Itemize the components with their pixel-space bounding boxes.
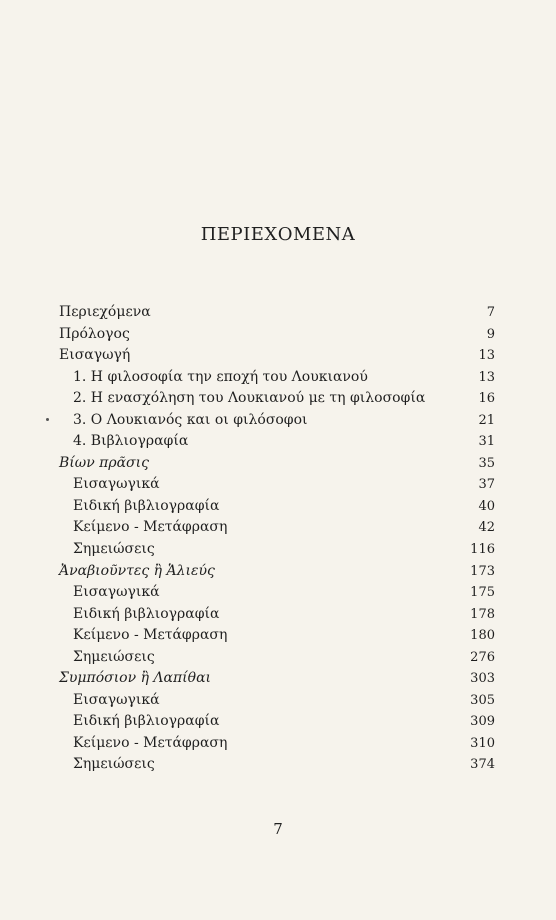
toc-entry <box>59 582 495 604</box>
toc-entry-title: 4. Βιβλιογραφία <box>73 433 189 450</box>
toc-entry-title: Ειδική βιβλιογραφία <box>73 605 220 622</box>
toc-entry <box>59 733 495 755</box>
toc-entry-page: 37 <box>478 477 495 493</box>
toc-entry <box>59 625 495 647</box>
toc-entry-page: 31 <box>478 434 495 450</box>
page-title: ΠΕΡΙΕΧΟΜΕΝΑ <box>200 224 356 245</box>
toc-entry <box>59 754 495 776</box>
toc-entry-page: 180 <box>470 628 495 644</box>
toc-entry-page: 42 <box>478 520 495 536</box>
toc-entry-page: 13 <box>478 348 495 364</box>
toc-entry-title: Συμπόσιον ἢ Λαπίθαι <box>59 670 212 687</box>
toc-entry-page: 116 <box>470 542 495 558</box>
toc-entry <box>59 410 495 432</box>
table-of-contents <box>59 302 495 776</box>
toc-entry <box>59 690 495 712</box>
toc-entry <box>59 711 495 733</box>
toc-entry-page: 13 <box>478 369 495 385</box>
toc-entry-title: Σημειώσεις <box>73 648 155 665</box>
toc-entry-title: Κείμενο - Μετάφραση <box>73 734 228 751</box>
toc-entry-page: 303 <box>470 671 495 687</box>
toc-entry-title: Κείμενο - Μετάφραση <box>73 627 228 644</box>
margin-mark <box>46 418 49 421</box>
toc-entry-page: 173 <box>470 563 495 579</box>
toc-entry-title: Πρόλογος <box>59 325 130 342</box>
toc-entry-title: Περιεχόμενα <box>59 304 151 320</box>
toc-entry-title: Εισαγωγικά <box>73 476 160 493</box>
toc-entry-title: Ειδική βιβλιογραφία <box>73 713 220 730</box>
toc-entry-title: 3. Ο Λουκιανός και οι φιλόσοφοι <box>73 411 308 428</box>
toc-entry-page: 305 <box>470 692 495 708</box>
toc-entry-page: 175 <box>470 585 495 601</box>
toc-entry-title: 2. Η ενασχόληση του Λουκιανού με τη φιλοσοφία <box>73 390 426 407</box>
toc-entry-title: Εισαγωγικά <box>73 691 160 708</box>
toc-entry <box>59 302 495 324</box>
toc-entry <box>59 474 495 496</box>
toc-entry-title: Βίων πρᾶσις <box>59 454 149 471</box>
toc-entry <box>59 367 495 389</box>
toc-entry-page: 21 <box>478 412 495 428</box>
toc-entry-page: 9 <box>486 326 495 342</box>
toc-entry <box>59 539 495 561</box>
toc-entry-title: Ειδική βιβλιογραφία <box>73 497 220 514</box>
toc-entry <box>59 561 495 583</box>
toc-entry <box>59 453 495 475</box>
toc-entry-page: 178 <box>470 606 495 622</box>
toc-entry-page: 16 <box>478 391 495 407</box>
toc-entry-title: Εισαγωγικά <box>73 584 160 601</box>
toc-entry-title: Σημειώσεις <box>73 756 155 773</box>
toc-entry-page: 276 <box>470 649 495 665</box>
toc-entry <box>59 345 495 367</box>
toc-entry-page: 310 <box>470 735 495 751</box>
page-number: 7 <box>273 820 283 838</box>
toc-entry-title: Κείμενο - Μετάφραση <box>73 519 228 536</box>
toc-entry <box>59 647 495 669</box>
toc-entry <box>59 324 495 346</box>
toc-entry <box>59 668 495 690</box>
toc-entry <box>59 496 495 518</box>
toc-entry <box>59 431 495 453</box>
toc-entry-page: 374 <box>470 757 495 773</box>
toc-entry-title: Ἀναβιοῦντες ἢ Ἁλιεύς <box>59 562 215 579</box>
toc-entry <box>59 388 495 410</box>
toc-entry <box>59 604 495 626</box>
toc-entry-title: Εισαγωγή <box>59 347 131 364</box>
toc-entry-page: 35 <box>478 455 495 471</box>
toc-entry-title: 1. Η φιλοσοφία την εποχή του Λουκιανού <box>73 368 368 385</box>
toc-entry-page: 309 <box>470 714 495 730</box>
toc-entry-title: Σημειώσεις <box>73 541 155 558</box>
toc-entry-page: 40 <box>478 498 495 514</box>
toc-entry-page: 7 <box>486 305 495 320</box>
toc-entry <box>59 517 495 539</box>
